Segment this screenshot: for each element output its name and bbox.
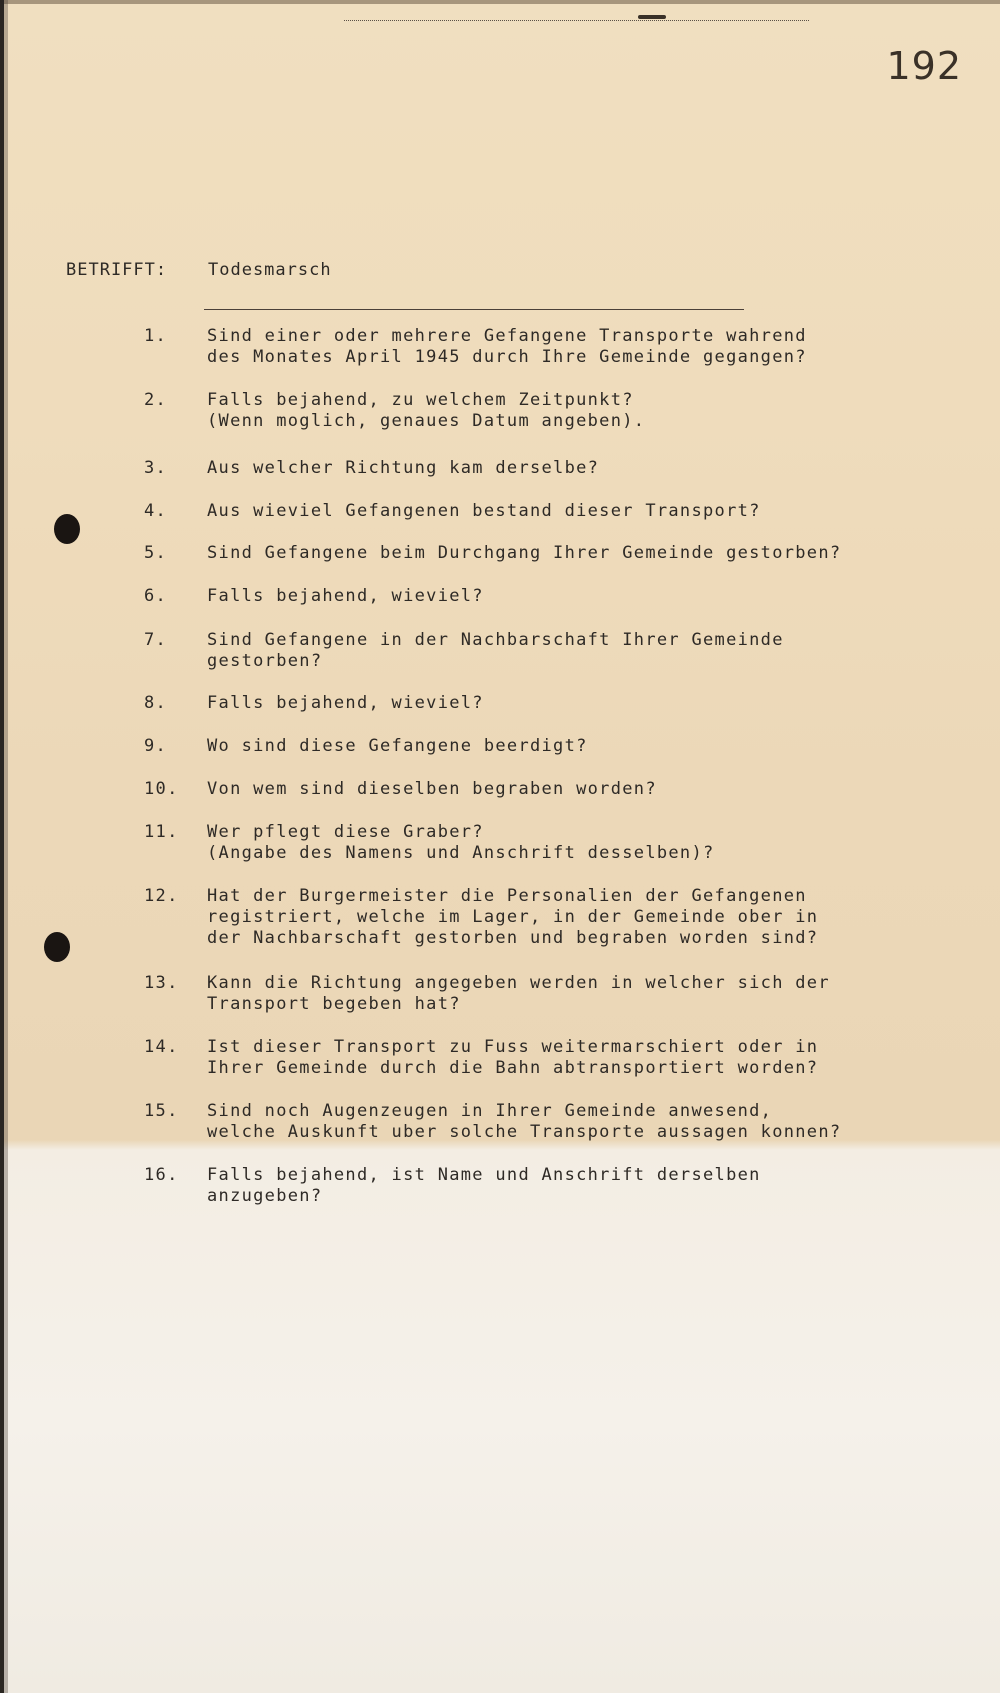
question-line: Aus welcher Richtung kam derselbe?	[207, 458, 600, 478]
question-number: 13.	[144, 973, 179, 993]
question-text	[207, 693, 484, 714]
question-number: 16.	[144, 1165, 179, 1185]
question-text	[207, 822, 715, 864]
question-number: 8.	[144, 693, 168, 713]
question-text	[207, 326, 807, 368]
question-number: 5.	[144, 543, 168, 563]
question-line: Kann die Richtung angegeben werden in welcher sich der	[207, 973, 830, 993]
question-line: Sind Gefangene in der Nachbarschaft Ihrer Gemeinde	[207, 630, 784, 650]
question-text	[207, 1101, 841, 1143]
document-page	[4, 0, 1000, 1693]
question-line: der Nachbarschaft gestorben und begraben worden sind?	[207, 928, 819, 948]
question-line: Wer pflegt diese Graber?	[207, 822, 484, 842]
question-number: 1.	[144, 326, 168, 346]
ink-smudge	[638, 15, 666, 19]
question-text	[207, 630, 784, 672]
question-line: Transport begeben hat?	[207, 994, 461, 1014]
question-number: 6.	[144, 586, 168, 606]
question-line: Falls bejahend, wieviel?	[207, 693, 484, 713]
question-line: (Angabe des Namens und Anschrift desselben)?	[207, 843, 715, 863]
page-top-edge	[4, 0, 1000, 4]
question-number: 4.	[144, 501, 168, 521]
question-number: 11.	[144, 822, 179, 842]
question-text	[207, 543, 841, 564]
question-text	[207, 1037, 818, 1079]
question-line: Von wem sind dieselben begraben worden?	[207, 779, 657, 799]
page-left-edge	[4, 0, 8, 1693]
question-line: (Wenn moglich, genaues Datum angeben).	[207, 411, 646, 431]
page-number: 192	[886, 44, 962, 88]
question-text	[207, 779, 657, 800]
question-number: 7.	[144, 630, 168, 650]
question-text	[207, 501, 761, 522]
question-line: Sind noch Augenzeugen in Ihrer Gemeinde anwesend,	[207, 1101, 773, 1121]
subject-label: BETRIFFT:	[66, 260, 168, 280]
question-line: gestorben?	[207, 651, 323, 671]
subject-underline	[204, 309, 744, 310]
question-line: des Monates April 1945 durch Ihre Gemeinde gegangen?	[207, 347, 807, 367]
question-number: 3.	[144, 458, 168, 478]
question-number: 15.	[144, 1101, 179, 1121]
question-line: welche Auskunft uber solche Transporte aussagen konnen?	[207, 1122, 842, 1142]
question-line: Aus wieviel Gefangenen bestand dieser Transport?	[207, 501, 761, 521]
question-text	[207, 973, 830, 1015]
question-number: 2.	[144, 390, 168, 410]
question-number: 10.	[144, 779, 179, 799]
subject-dotted-line	[344, 20, 809, 21]
question-line: Hat der Burgermeister die Personalien der Gefangenen	[207, 886, 807, 906]
punch-hole-bottom	[44, 932, 70, 962]
question-text	[207, 886, 818, 949]
question-text	[207, 736, 588, 757]
question-line: registriert, welche im Lager, in der Gemeinde ober in	[207, 907, 819, 927]
question-text	[207, 1165, 761, 1207]
question-text	[207, 390, 645, 432]
question-line: Falls bejahend, wieviel?	[207, 586, 484, 606]
question-text	[207, 458, 599, 479]
question-number: 14.	[144, 1037, 179, 1057]
question-text	[207, 586, 484, 607]
question-line: Ist dieser Transport zu Fuss weitermarschiert oder in	[207, 1037, 819, 1057]
question-line: anzugeben?	[207, 1186, 323, 1206]
question-line: Sind einer oder mehrere Gefangene Transporte wahrend	[207, 326, 807, 346]
question-line: Falls bejahend, zu welchem Zeitpunkt?	[207, 390, 634, 410]
punch-hole-top	[54, 514, 80, 544]
question-line: Ihrer Gemeinde durch die Bahn abtransportiert worden?	[207, 1058, 819, 1078]
question-number: 9.	[144, 736, 168, 756]
question-number: 12.	[144, 886, 179, 906]
subject-value: Todesmarsch	[208, 260, 332, 280]
question-line: Falls bejahend, ist Name und Anschrift derselben	[207, 1165, 761, 1185]
question-line: Sind Gefangene beim Durchgang Ihrer Gemeinde gestorben?	[207, 543, 842, 563]
question-line: Wo sind diese Gefangene beerdigt?	[207, 736, 588, 756]
subject-row	[66, 260, 332, 280]
